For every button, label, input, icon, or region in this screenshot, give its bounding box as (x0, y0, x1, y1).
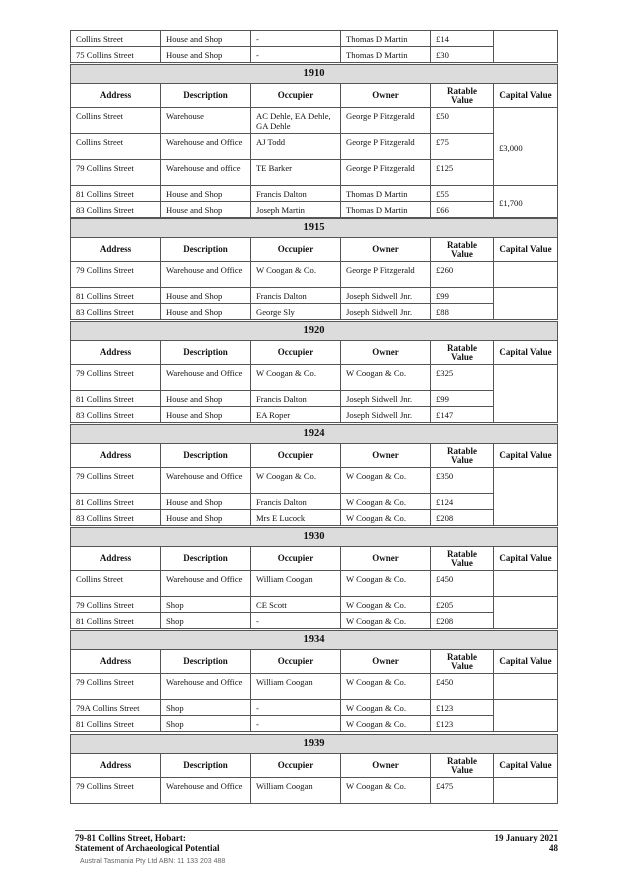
table-row (71, 700, 558, 716)
owner-cell: Thomas D Martin (341, 202, 431, 218)
address-cell: 79 Collins Street (71, 262, 161, 288)
owner-header: Owner (341, 341, 431, 365)
address-header: Address (71, 84, 161, 108)
header-row (71, 84, 558, 108)
capital-value-cell (494, 365, 558, 423)
header-row (71, 547, 558, 571)
address-cell: 81 Collins Street (71, 186, 161, 202)
table-row (71, 510, 558, 526)
description-cell: Warehouse (161, 108, 251, 134)
owner-cell: W Coogan & Co. (341, 571, 431, 597)
table-row (71, 716, 558, 732)
owner-cell: W Coogan & Co. (341, 613, 431, 629)
ratable-value-cell: £50 (431, 108, 494, 134)
table-row (71, 778, 558, 804)
owner-cell: Thomas D Martin (341, 186, 431, 202)
ratable-value-cell: £147 (431, 407, 494, 423)
description-cell: House and Shop (161, 407, 251, 423)
owner-header: Owner (341, 754, 431, 778)
table-row (71, 613, 558, 629)
footer-company: Austral Tasmania Pty Ltd ABN: 11 133 203 488 (80, 858, 226, 865)
occupier-cell: - (251, 700, 341, 716)
occupier-header: Occupier (251, 444, 341, 468)
owner-header: Owner (341, 444, 431, 468)
owner-cell: Joseph Sidwell Jnr. (341, 407, 431, 423)
owner-cell: George P Fitzgerald (341, 160, 431, 186)
ratable-value-cell: £125 (431, 160, 494, 186)
owner-cell: W Coogan & Co. (341, 597, 431, 613)
address-cell: 83 Collins Street (71, 304, 161, 320)
occupier-header: Occupier (251, 341, 341, 365)
occupier-header: Occupier (251, 238, 341, 262)
valuation-table-1934 (70, 630, 558, 732)
header-row (71, 650, 558, 674)
table-row (71, 391, 558, 407)
address-header: Address (71, 238, 161, 262)
occupier-cell: - (251, 47, 341, 63)
description-cell: House and Shop (161, 494, 251, 510)
capital-value-cell: £3,000 (494, 108, 558, 186)
valuation-table-continued (70, 30, 558, 63)
ratable-value-cell: £123 (431, 716, 494, 732)
occupier-cell: Mrs E Lucock (251, 510, 341, 526)
owner-cell: W Coogan & Co. (341, 510, 431, 526)
owner-cell: Thomas D Martin (341, 47, 431, 63)
address-header: Address (71, 547, 161, 571)
capital-value-cell (494, 262, 558, 288)
description-cell: House and Shop (161, 510, 251, 526)
table-row (71, 407, 558, 423)
address-cell: 79 Collins Street (71, 674, 161, 700)
address-cell: 83 Collins Street (71, 202, 161, 218)
description-cell: Warehouse and Office (161, 674, 251, 700)
owner-cell: W Coogan & Co. (341, 365, 431, 391)
year-heading: 1920 (71, 322, 558, 341)
owner-cell: George P Fitzgerald (341, 134, 431, 160)
address-header: Address (71, 754, 161, 778)
owner-cell: W Coogan & Co. (341, 468, 431, 494)
table-row (71, 304, 558, 320)
ratable-value-cell: £260 (431, 262, 494, 288)
description-cell: Warehouse and Office (161, 134, 251, 160)
ratable-value-cell: £75 (431, 134, 494, 160)
table-row (71, 468, 558, 494)
year-heading: 1930 (71, 528, 558, 547)
occupier-cell: Francis Dalton (251, 391, 341, 407)
address-cell: Collins Street (71, 134, 161, 160)
header-row (71, 341, 558, 365)
footer-title-line2: Statement of Archaeological Potential (75, 843, 220, 853)
year-heading: 1915 (71, 219, 558, 238)
description-cell: Shop (161, 597, 251, 613)
capital-value-cell (494, 674, 558, 700)
address-header: Address (71, 444, 161, 468)
address-cell: 75 Collins Street (71, 47, 161, 63)
occupier-cell: EA Roper (251, 407, 341, 423)
owner-header: Owner (341, 650, 431, 674)
description-cell: House and Shop (161, 202, 251, 218)
capital-value-header: Capital Value (494, 238, 558, 262)
occupier-header: Occupier (251, 84, 341, 108)
description-header: Description (161, 754, 251, 778)
description-cell: House and Shop (161, 186, 251, 202)
capital-value-header: Capital Value (494, 444, 558, 468)
description-cell: House and Shop (161, 288, 251, 304)
occupier-cell: Francis Dalton (251, 186, 341, 202)
owner-cell: George P Fitzgerald (341, 108, 431, 134)
year-heading: 1910 (71, 65, 558, 84)
ratable-value-header: Ratable Value (431, 754, 494, 778)
address-cell: 83 Collins Street (71, 407, 161, 423)
address-cell: 79 Collins Street (71, 778, 161, 804)
table-row (71, 186, 558, 202)
address-cell: 79 Collins Street (71, 160, 161, 186)
owner-cell: Joseph Sidwell Jnr. (341, 391, 431, 407)
occupier-cell: William Coogan (251, 674, 341, 700)
owner-cell: W Coogan & Co. (341, 674, 431, 700)
ratable-value-cell: £350 (431, 468, 494, 494)
ratable-value-cell: £208 (431, 613, 494, 629)
valuation-table-1915 (70, 218, 558, 320)
occupier-cell: George Sly (251, 304, 341, 320)
page-footer (75, 830, 558, 865)
occupier-cell: - (251, 31, 341, 47)
address-cell: 83 Collins Street (71, 510, 161, 526)
table-row (71, 288, 558, 304)
table-row (71, 494, 558, 510)
ratable-value-cell: £205 (431, 597, 494, 613)
ratable-value-cell: £14 (431, 31, 494, 47)
address-cell: 81 Collins Street (71, 716, 161, 732)
address-cell: 81 Collins Street (71, 288, 161, 304)
capital-value-header: Capital Value (494, 547, 558, 571)
address-cell: 81 Collins Street (71, 391, 161, 407)
occupier-cell: W Coogan & Co. (251, 262, 341, 288)
valuation-table-1910 (70, 64, 558, 218)
occupier-cell: Joseph Martin (251, 202, 341, 218)
header-row (71, 238, 558, 262)
valuation-table-1920 (70, 321, 558, 423)
ratable-value-cell: £99 (431, 288, 494, 304)
description-cell: House and Shop (161, 47, 251, 63)
occupier-header: Occupier (251, 547, 341, 571)
capital-value-cell (494, 597, 558, 629)
table-row (71, 108, 558, 134)
valuation-table-1939 (70, 734, 558, 804)
ratable-value-header: Ratable Value (431, 650, 494, 674)
description-cell: Shop (161, 716, 251, 732)
ratable-value-cell: £55 (431, 186, 494, 202)
occupier-cell: Francis Dalton (251, 494, 341, 510)
table-row (71, 597, 558, 613)
table-row (71, 134, 558, 160)
valuation-table-1930 (70, 527, 558, 629)
capital-value-header: Capital Value (494, 341, 558, 365)
ratable-value-header: Ratable Value (431, 444, 494, 468)
owner-cell: Thomas D Martin (341, 31, 431, 47)
address-header: Address (71, 341, 161, 365)
address-cell: Collins Street (71, 108, 161, 134)
table-row (71, 571, 558, 597)
occupier-cell: W Coogan & Co. (251, 365, 341, 391)
owner-cell: W Coogan & Co. (341, 716, 431, 732)
ratable-value-header: Ratable Value (431, 341, 494, 365)
header-row (71, 444, 558, 468)
year-heading: 1939 (71, 735, 558, 754)
ratable-value-cell: £450 (431, 571, 494, 597)
capital-value-cell (494, 778, 558, 804)
year-heading: 1934 (71, 631, 558, 650)
address-cell: 79 Collins Street (71, 468, 161, 494)
occupier-cell: AC Dehle, EA Dehle, GA Dehle (251, 108, 341, 134)
occupier-cell: CE Scott (251, 597, 341, 613)
ratable-value-cell: £30 (431, 47, 494, 63)
owner-cell: W Coogan & Co. (341, 494, 431, 510)
capital-value-cell: £1,700 (494, 186, 558, 218)
table-row (71, 47, 558, 63)
table-row (71, 160, 558, 186)
ratable-value-cell: £88 (431, 304, 494, 320)
ratable-value-header: Ratable Value (431, 84, 494, 108)
description-cell: Warehouse and office (161, 160, 251, 186)
ratable-value-header: Ratable Value (431, 547, 494, 571)
ratable-value-cell: £325 (431, 365, 494, 391)
page-number: 48 (549, 843, 558, 853)
occupier-cell: Francis Dalton (251, 288, 341, 304)
address-cell: 81 Collins Street (71, 494, 161, 510)
capital-value-header: Capital Value (494, 754, 558, 778)
owner-cell: W Coogan & Co. (341, 778, 431, 804)
capital-value-cell (494, 700, 558, 732)
table-row (71, 262, 558, 288)
ratable-value-cell: £66 (431, 202, 494, 218)
description-cell: Shop (161, 700, 251, 716)
description-cell: House and Shop (161, 31, 251, 47)
description-header: Description (161, 238, 251, 262)
description-header: Description (161, 650, 251, 674)
description-cell: House and Shop (161, 391, 251, 407)
occupier-cell: William Coogan (251, 778, 341, 804)
footer-title-line1: 79-81 Collins Street, Hobart: (75, 833, 186, 843)
occupier-cell: - (251, 613, 341, 629)
occupier-cell: TE Barker (251, 160, 341, 186)
address-cell: 79A Collins Street (71, 700, 161, 716)
owner-cell: George P Fitzgerald (341, 262, 431, 288)
owner-header: Owner (341, 84, 431, 108)
ratable-value-cell: £99 (431, 391, 494, 407)
address-cell: 81 Collins Street (71, 613, 161, 629)
address-cell: Collins Street (71, 31, 161, 47)
address-cell: Collins Street (71, 571, 161, 597)
description-cell: Warehouse and Office (161, 468, 251, 494)
description-cell: House and Shop (161, 304, 251, 320)
owner-cell: Joseph Sidwell Jnr. (341, 288, 431, 304)
description-header: Description (161, 84, 251, 108)
table-row (71, 31, 558, 47)
footer-date: 19 January 2021 (494, 833, 558, 843)
table-row (71, 365, 558, 391)
ratable-value-cell: £450 (431, 674, 494, 700)
capital-value-cell (494, 571, 558, 597)
ratable-value-cell: £208 (431, 510, 494, 526)
description-cell: Warehouse and Office (161, 262, 251, 288)
capital-value-header: Capital Value (494, 650, 558, 674)
occupier-cell: William Coogan (251, 571, 341, 597)
description-cell: Warehouse and Office (161, 365, 251, 391)
owner-header: Owner (341, 238, 431, 262)
occupier-header: Occupier (251, 650, 341, 674)
description-header: Description (161, 547, 251, 571)
capital-value-cell (494, 468, 558, 526)
description-cell: Warehouse and Office (161, 778, 251, 804)
address-header: Address (71, 650, 161, 674)
description-cell: Shop (161, 613, 251, 629)
valuation-table-1924 (70, 424, 558, 526)
address-cell: 79 Collins Street (71, 365, 161, 391)
description-header: Description (161, 341, 251, 365)
ratable-value-cell: £124 (431, 494, 494, 510)
table-row (71, 202, 558, 218)
owner-header: Owner (341, 547, 431, 571)
ratable-value-header: Ratable Value (431, 238, 494, 262)
occupier-cell: W Coogan & Co. (251, 468, 341, 494)
occupier-header: Occupier (251, 754, 341, 778)
table-row (71, 674, 558, 700)
header-row (71, 754, 558, 778)
description-header: Description (161, 444, 251, 468)
capital-value-cell (494, 288, 558, 320)
address-cell: 79 Collins Street (71, 597, 161, 613)
owner-cell: W Coogan & Co. (341, 700, 431, 716)
capital-value-header: Capital Value (494, 84, 558, 108)
owner-cell: Joseph Sidwell Jnr. (341, 304, 431, 320)
ratable-value-cell: £123 (431, 700, 494, 716)
occupier-cell: AJ Todd (251, 134, 341, 160)
occupier-cell: - (251, 716, 341, 732)
ratable-value-cell: £475 (431, 778, 494, 804)
description-cell: Warehouse and Office (161, 571, 251, 597)
year-heading: 1924 (71, 425, 558, 444)
capital-value-cell (494, 31, 558, 63)
